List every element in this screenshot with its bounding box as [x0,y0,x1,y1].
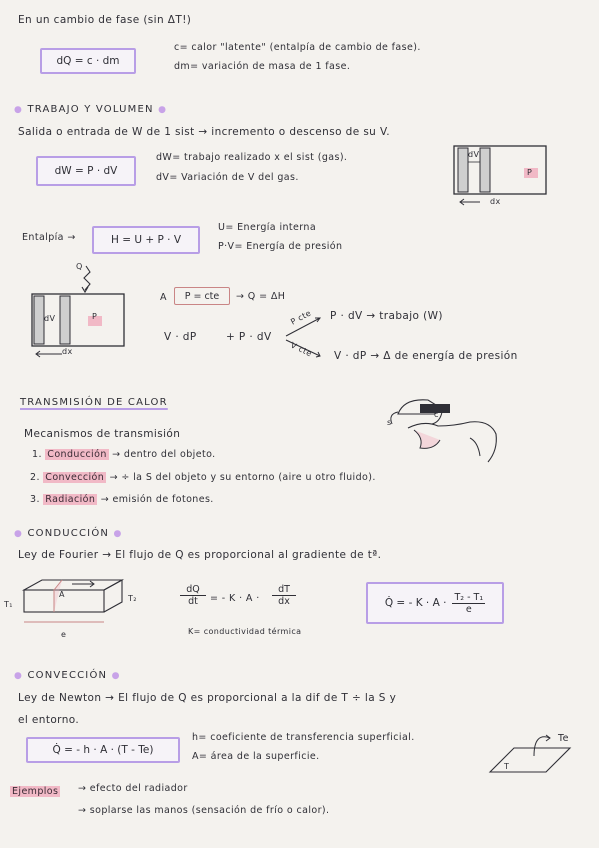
conduccion-heading: ● CONDUCCIÓN ● [14,528,123,539]
slab-t1-label: T₁ [4,600,13,609]
mecanismos-title: Mecanismos de transmisión [24,428,181,440]
piston-figure-2 [30,262,140,362]
surface-te-label: Te [558,733,569,744]
fourier-eq-mid: = - K · A · [210,593,260,604]
bullet-dot-icon: ● [14,671,24,681]
fourier-integrated-box [366,582,504,624]
slab-a-label: A [59,590,65,599]
bullet-dot-icon: ● [14,529,24,539]
formula-h: H = U + P · V [110,234,182,246]
pdv-result: P · dV → trabajo (W) [330,310,443,322]
p-cte-box [174,287,230,305]
dw-definition: dW= trabajo realizado x el sist (gas). [156,152,348,163]
pdv-term: + P · dV [226,331,272,343]
fourier-box-left: Q̇ = - K · A · [384,597,447,609]
newton-law-cont: el entorno. [18,714,80,726]
fig1-dv-label: dV [468,150,480,159]
piston-figure-1 [452,144,552,208]
fig2-p-label: P [92,312,98,321]
ejemplo-2: → soplarse las manos (sensación de frío o calor). [78,805,330,816]
fig2-dx-label: dx [62,347,73,356]
fraction-t2-t1-e: $\frac{\text{T₂ - T₁}}{e}$ [454,591,484,615]
bullet-dot-icon: ● [111,671,121,681]
trabajo-heading: ● TRABAJO Y VOLUMEN ● [14,104,168,115]
formula-dq: dQ = c · dm [56,55,120,67]
slab-figure [10,578,130,642]
transmision-heading: TRANSMISIÓN DE CALOR [20,397,168,408]
vdp-result: V · dP → Δ de energía de presión [334,350,518,362]
fig2-q-label: Q [76,262,83,271]
ejemplo-1: → efecto del radiador [78,783,188,794]
slab-t2-label: T₂ [128,594,137,603]
slab-e-label: e [61,630,67,639]
a-label: A [160,292,167,303]
conveccion-heading: ● CONVECCIÓN ● [14,670,121,681]
fase-title: En un cambio de fase (sin ΔT!) [18,14,192,26]
bullet-dot-icon: ● [14,105,24,115]
dm-definition: dm= variación de masa de 1 fase. [174,61,351,72]
formula-newton: Q̇ = - h · A · (T - Te) [52,744,154,756]
fraction-dq-dt: $\frac{dQ}{dt}$ [180,584,206,607]
formula-dq-box [40,48,136,74]
mecanismo-1: 1. Conducción → dentro del objeto. [32,449,216,460]
surface-t-label: T [504,762,510,771]
branch-p-cte: P cte [289,308,313,327]
mecanismo-3: 3. Radiación → emisión de fotones. [30,494,214,505]
area-definition: A= área de la superficie. [192,751,320,762]
dv-definition: dV= Variación de V del gas. [156,172,299,183]
entalpia-label: Entalpía → [22,232,76,243]
fig1-p-label: P [527,168,533,177]
pv-definition: P·V= Energía de presión [218,241,343,252]
formula-newton-box [26,737,180,763]
fig2-dv-label: dV [44,314,56,323]
bullet-dot-icon: ● [158,105,168,115]
h-definition: h= coeficiente de transferencia superficial. [192,732,415,743]
bullet-dot-icon: ● [113,529,123,539]
sketch-s-label: s [387,418,392,427]
k-definition: K= conductividad térmica [188,627,302,636]
c-definition: c= calor "latente" (entalpía de cambio de fase). [174,42,421,53]
sketch-c-label: c [434,410,439,419]
fig1-dx-label: dx [490,197,501,206]
mecanismo-2: 2. Convección → ÷ la S del objeto y su entorno (aire u otro fluido). [30,472,376,483]
formula-dw: dW = P · dV [54,165,118,177]
p-cte: P = cte [184,290,220,302]
q-equals-dh: → Q = ΔH [236,291,286,302]
ejemplos-label: Ejemplos [12,786,59,797]
formula-dw-box [36,156,136,186]
iron-hand-sketch [384,390,534,474]
trabajo-intro: Salida o entrada de W de 1 sist → incremento o descenso de su V. [18,126,390,138]
u-definition: U= Energía interna [218,222,317,233]
branch-v-cte: V cte [289,340,314,359]
vdp-term: V · dP [164,331,197,343]
formula-h-box [92,226,200,254]
fourier-law: Ley de Fourier → El flujo de Q es proporcional al gradiente de tª. [18,549,382,561]
newton-law: Ley de Newton → El flujo de Q es proporcional a la dif de T ÷ la S y [18,692,397,704]
fraction-dT-dx: $\frac{dT}{dx}$ [272,584,296,607]
